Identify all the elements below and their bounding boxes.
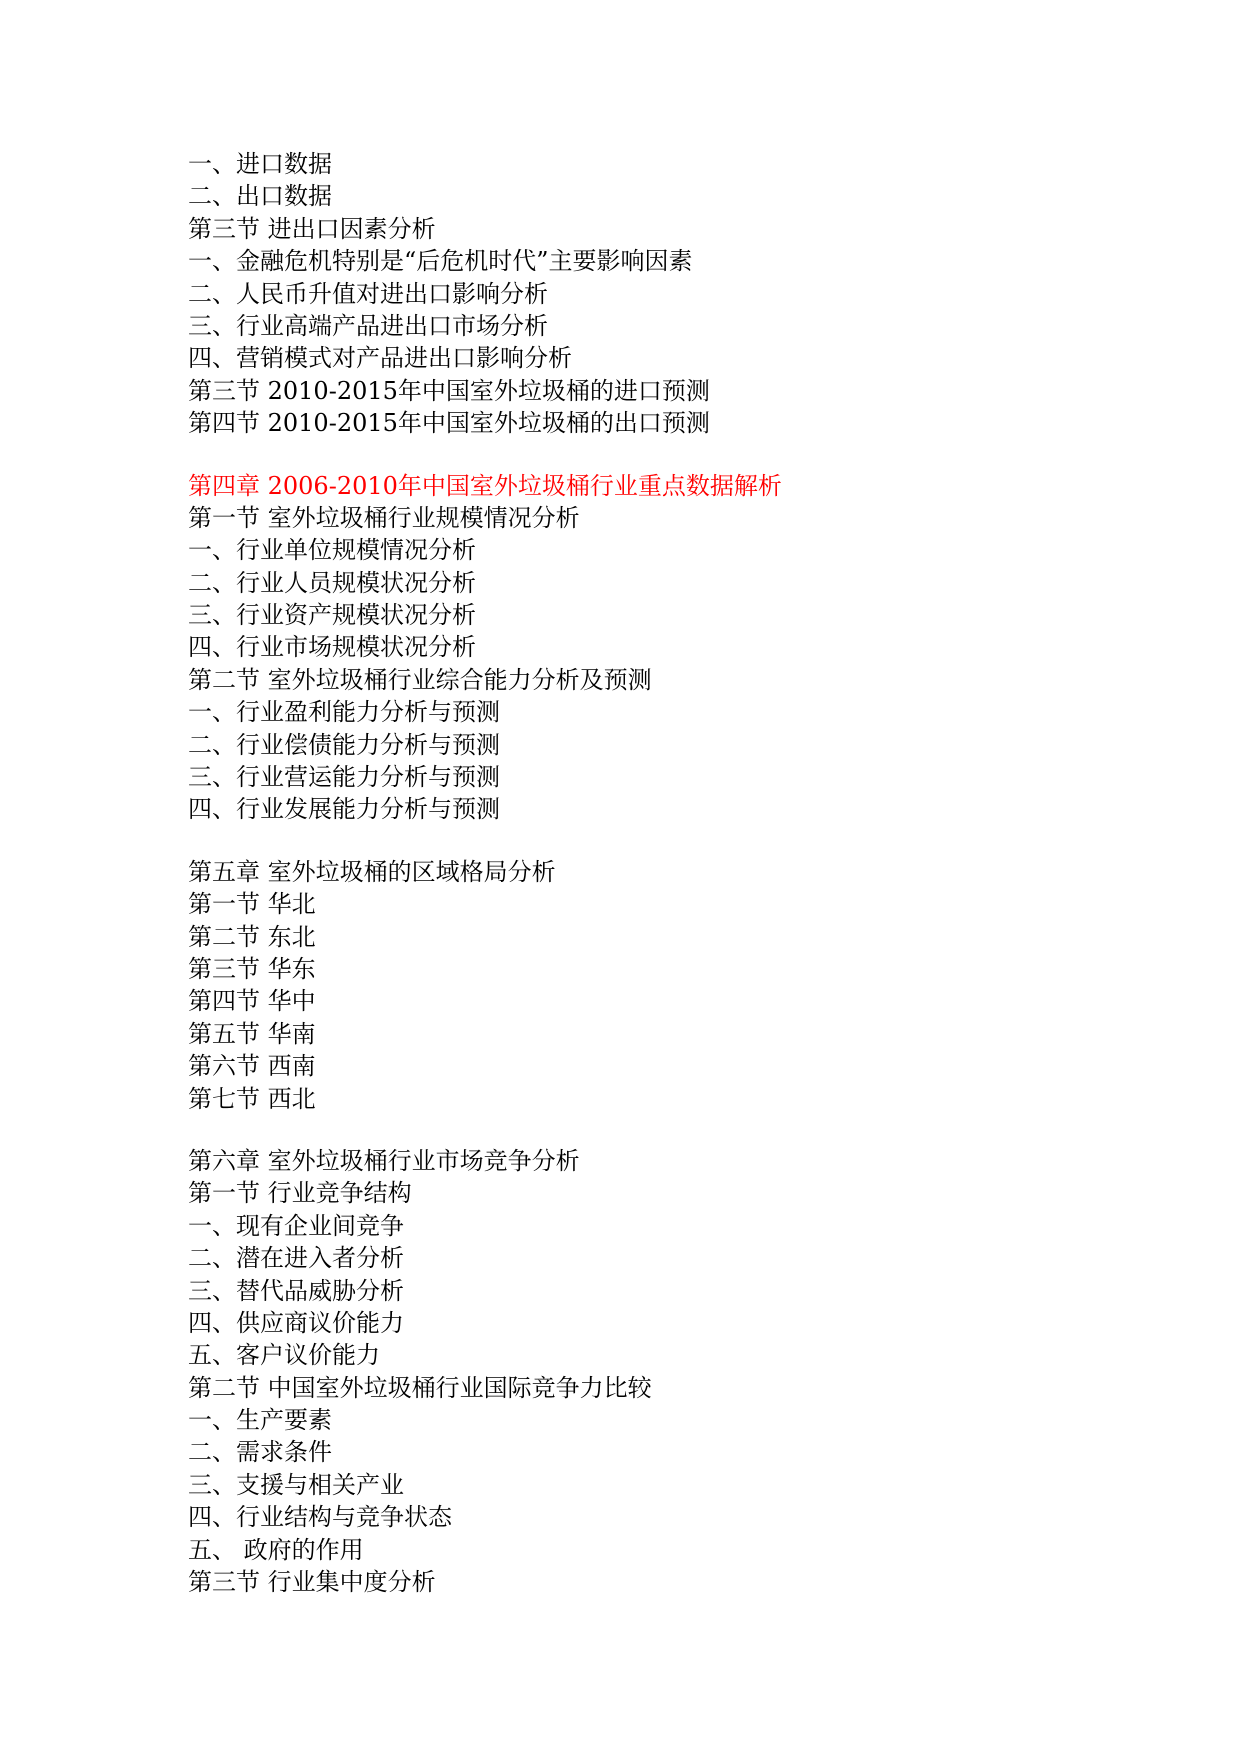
toc-block [188,148,1188,440]
toc-line: 四、供应商议价能力 [188,1308,404,1337]
section-gap [188,826,1188,856]
toc-line: 第三节 行业集中度分析 [188,1568,436,1597]
toc-line: 四、行业发展能力分析与预测 [188,795,500,824]
toc-line: 第七节 西北 [188,1084,316,1113]
toc-line: 二、出口数据 [188,182,332,211]
table-of-contents [188,148,1188,1598]
toc-line: 第四节 2010-2015年中国室外垃圾桶的出口预测 [188,409,710,438]
toc-line: 一、进口数据 [188,150,332,178]
section-gap [188,440,1188,470]
toc-line: 第一节 行业竞争结构 [188,1179,412,1208]
toc-line: 一、行业盈利能力分析与预测 [188,698,500,727]
toc-line: 二、人民币升值对进出口影响分析 [188,279,548,308]
toc-line: 五、 政府的作用 [188,1535,364,1564]
toc-block [188,856,1188,1115]
toc-line: 四、行业市场规模状况分析 [188,633,476,662]
toc-line: 第六章 室外垃圾桶行业市场竞争分析 [188,1146,580,1175]
toc-line: 第二节 中国室外垃圾桶行业国际竞争力比较 [188,1373,652,1402]
toc-chapter-heading-highlighted: 第四章 2006-2010年中国室外垃圾桶行业重点数据解析 [188,471,782,500]
toc-line: 第二节 东北 [188,922,316,951]
toc-line: 三、行业营运能力分析与预测 [188,763,500,792]
toc-line: 二、潜在进入者分析 [188,1244,404,1273]
toc-line: 二、行业偿债能力分析与预测 [188,730,500,759]
toc-line: 第五章 室外垃圾桶的区域格局分析 [188,857,556,886]
toc-line: 三、行业高端产品进出口市场分析 [188,311,548,340]
toc-line: 第二节 室外垃圾桶行业综合能力分析及预测 [188,665,652,694]
toc-line: 二、行业人员规模状况分析 [188,568,476,597]
toc-block [188,1145,1188,1598]
toc-line: 第六节 西南 [188,1052,316,1081]
toc-line: 三、行业资产规模状况分析 [188,601,476,630]
section-gap [188,1115,1188,1145]
toc-line: 一、生产要素 [188,1406,332,1435]
toc-line: 三、支援与相关产业 [188,1470,404,1499]
toc-block [188,470,1188,826]
toc-line: 三、替代品威胁分析 [188,1276,404,1305]
toc-line: 第一节 华北 [188,890,316,919]
toc-line: 二、需求条件 [188,1438,332,1467]
toc-line: 四、营销模式对产品进出口影响分析 [188,344,572,373]
toc-line: 第五节 华南 [188,1019,316,1048]
toc-line: 第四节 华中 [188,987,316,1016]
toc-line: 第一节 室外垃圾桶行业规模情况分析 [188,503,580,532]
toc-line: 一、行业单位规模情况分析 [188,536,476,565]
toc-line: 一、现有企业间竞争 [188,1211,404,1240]
toc-line: 一、金融危机特别是“后危机时代”主要影响因素 [188,247,693,276]
toc-line: 第三节 华东 [188,954,316,983]
toc-line: 四、行业结构与竞争状态 [188,1503,452,1532]
toc-line: 第三节 2010-2015年中国室外垃圾桶的进口预测 [188,376,710,405]
toc-line: 五、客户议价能力 [188,1341,380,1370]
toc-line: 第三节 进出口因素分析 [188,214,436,243]
